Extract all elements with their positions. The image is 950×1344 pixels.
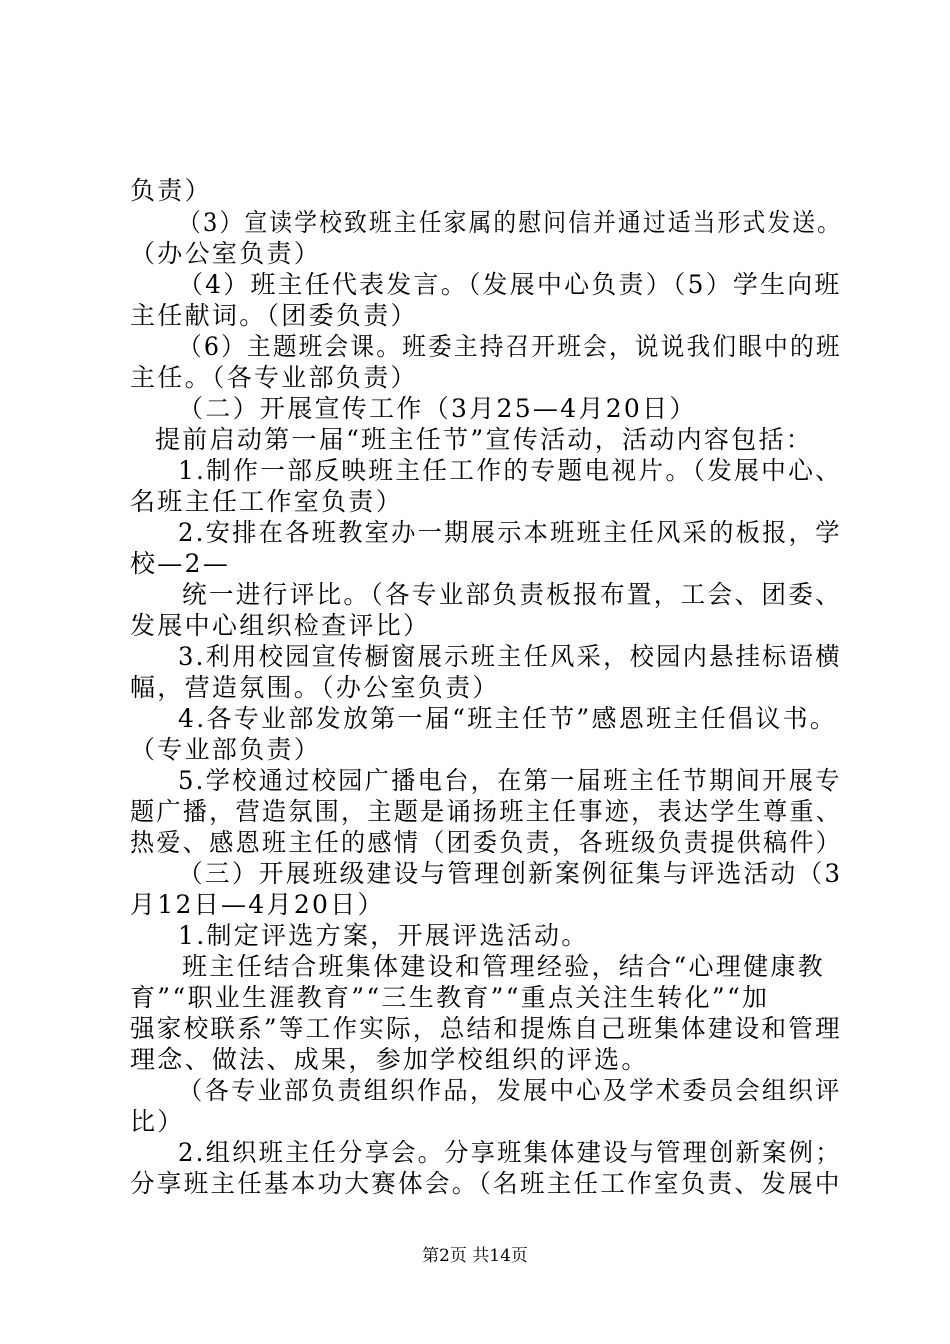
body-line: 5.学校通过校园广播电台，在第一届班主任节期间开展专 [178,766,842,795]
body-line: 班主任结合班集体建设和管理经验，结合“心理健康教 [182,952,825,981]
body-line: 热爱、感恩班主任的感情（团委负责，各班级负责提供稿件） [130,828,843,857]
body-line: 比） [130,1107,185,1136]
body-line: 发展中心组织检查评比） [130,611,431,640]
body-line: 名班主任工作室负责） [130,487,404,516]
body-line: （4）班主任代表发言。（发展中心负责）（5）学生向班 [178,270,842,299]
body-line: 幅，营造氛围。（办公室负责） [130,673,500,702]
body-line: 2.安排在各班教室办一期展示本班班主任风采的板报，学 [178,518,842,547]
body-line: 分享班主任基本功大赛体会。（名班主任工作室负责、发展中 [130,1169,842,1198]
body-line: 育”“职业生涯教育”“三生教育”“重点关注生转化”“加 [130,983,770,1012]
body-line: 主任。（各专业部负责） [130,363,418,392]
body-line: 提前启动第一届“班主任节”宣传活动，活动内容包括： [155,425,814,454]
body-line: （办公室负责） [130,239,322,268]
page-number-footer: 第2页 共14页 [422,1246,528,1266]
body-line: 3.利用校园宣传橱窗展示班主任风采，校园内悬挂标语横 [178,642,842,671]
body-line: 校—2— [130,549,231,578]
body-line: 1.制作一部反映班主任工作的专题电视片。（发展中心、 [178,456,843,485]
body-line: 题广播，营造氛围，主题是诵扬班主任事迹，表达学生尊重、 [130,797,843,826]
body-line: 月12日—4月20日） [130,890,385,919]
body-line: 1.制定评选方案，开展评选活动。 [178,921,589,950]
body-line: 理念、做法、成果，参加学校组织的评选。 [130,1045,649,1074]
body-line: 强家校联系”等工作实际，总结和提炼自己班集体建设和管理 [130,1014,842,1043]
body-line: 2.组织班主任分享会。分享班集体建设与管理创新案例； [178,1138,842,1167]
body-line: 负责） [130,176,212,205]
body-line: （专业部负责） [130,735,322,764]
body-line: （6）主题班会课。班委主持召开班会，说说我们眼中的班 [178,332,842,361]
body-line: 统一进行评比。（各专业部负责板报布置，工会、团委、 [182,580,843,609]
body-line: 4.各专业部发放第一届“班主任节”感恩班主任倡议书。 [178,704,838,733]
body-line: （3）宣读学校致班主任家属的慰问信并通过适当形式发送。 [178,208,843,237]
section-heading: （三）开展班级建设与管理创新案例征集与评选活动（3 [178,859,843,888]
body-line: （各专业部负责组织作品，发展中心及学术委员会组织评 [178,1076,842,1105]
body-line: 主任献词。（团委负责） [130,301,418,330]
section-heading: （二）开展宣传工作（3月25—4月20日） [178,394,697,423]
